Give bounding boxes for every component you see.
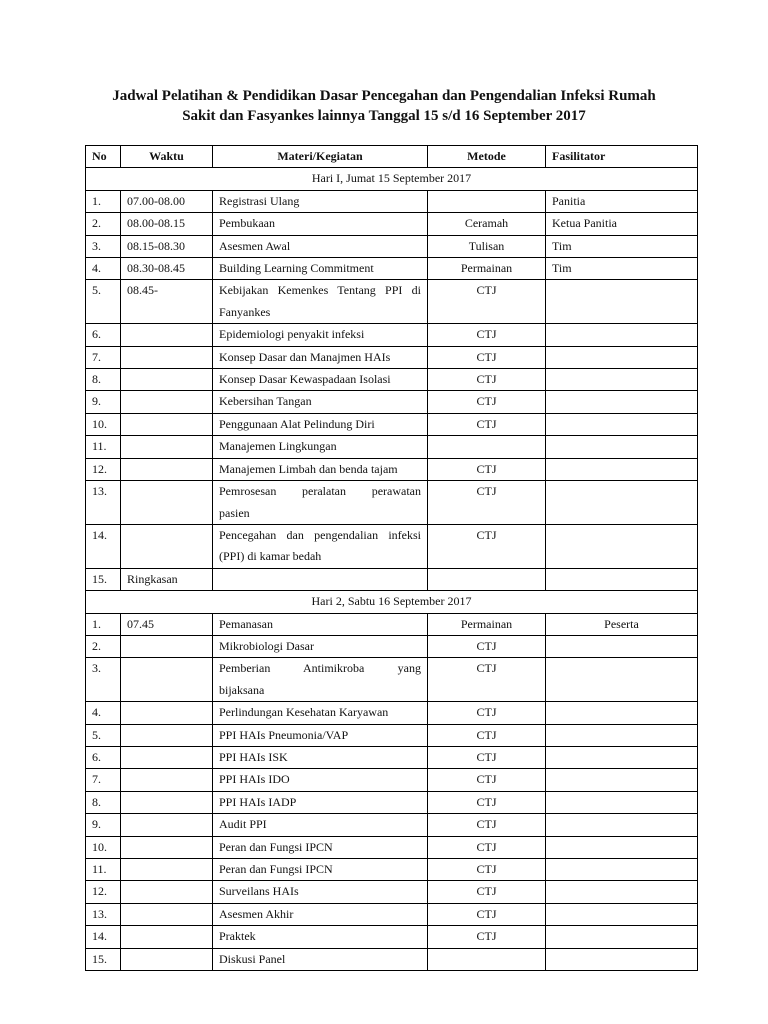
row-no: 2.: [86, 635, 121, 657]
row-metode: [428, 948, 546, 970]
row-materi: Asesmen Akhir: [213, 903, 428, 925]
row-waktu: [121, 836, 213, 858]
table-row: [86, 568, 698, 590]
row-materi: [213, 280, 428, 324]
table-row: [86, 903, 698, 925]
row-materi: PPI HAIs IADP: [213, 791, 428, 813]
row-waktu: [121, 436, 213, 458]
row-no: 9.: [86, 814, 121, 836]
row-fasilitator: [546, 926, 698, 948]
row-waktu: 08.45-: [121, 280, 213, 324]
row-metode: CTJ: [428, 391, 546, 413]
row-no: 8.: [86, 369, 121, 391]
row-materi: Peran dan Fungsi IPCN: [213, 859, 428, 881]
row-materi: PPI HAIs Pneumonia/VAP: [213, 724, 428, 746]
row-fasilitator: Ketua Panitia: [546, 213, 698, 235]
row-waktu: [121, 391, 213, 413]
row-waktu: [121, 791, 213, 813]
row-waktu: 08.15-08.30: [121, 235, 213, 257]
row-no: 2.: [86, 213, 121, 235]
row-materi: Building Learning Commitment: [213, 258, 428, 280]
row-no: 5.: [86, 280, 121, 324]
table-row: [86, 702, 698, 724]
header-fasilitator: Fasilitator: [546, 146, 698, 168]
header-materi: Materi/Kegiatan: [213, 146, 428, 168]
row-metode: CTJ: [428, 791, 546, 813]
materi-line-1: Kebijakan Kemenkes Tentang PPI di: [219, 283, 421, 298]
materi-line-1: Pemrosesan peralatan perawatan: [219, 484, 421, 499]
row-no: 14.: [86, 524, 121, 568]
row-metode: Ceramah: [428, 213, 546, 235]
row-materi: Asesmen Awal: [213, 235, 428, 257]
row-metode: CTJ: [428, 746, 546, 768]
row-fasilitator: [546, 814, 698, 836]
row-no: 11.: [86, 436, 121, 458]
row-fasilitator: [546, 881, 698, 903]
row-no: 1.: [86, 613, 121, 635]
row-metode: CTJ: [428, 346, 546, 368]
row-fasilitator: [546, 702, 698, 724]
row-waktu: [121, 324, 213, 346]
row-fasilitator: [546, 658, 698, 702]
materi-line-2: bijaksana: [219, 682, 265, 697]
row-no: 8.: [86, 791, 121, 813]
materi-line-2: pasien: [219, 505, 250, 520]
row-materi: [213, 658, 428, 702]
materi-line-1: Pemberian Antimikroba yang: [219, 661, 421, 676]
row-materi: PPI HAIs IDO: [213, 769, 428, 791]
table-row: [86, 324, 698, 346]
row-materi: PPI HAIs ISK: [213, 746, 428, 768]
table-row: [86, 658, 698, 702]
row-waktu: [121, 926, 213, 948]
day2-label: Hari 2, Sabtu 16 September 2017: [86, 591, 698, 613]
row-waktu: [121, 948, 213, 970]
row-metode: CTJ: [428, 481, 546, 525]
row-metode: CTJ: [428, 903, 546, 925]
row-materi: Peran dan Fungsi IPCN: [213, 836, 428, 858]
row-no: 10.: [86, 413, 121, 435]
row-metode: [428, 436, 546, 458]
table-row: [86, 746, 698, 768]
table-row: [86, 524, 698, 568]
row-metode: CTJ: [428, 280, 546, 324]
table-row: [86, 926, 698, 948]
header-waktu: Waktu: [121, 146, 213, 168]
table-row: [86, 635, 698, 657]
row-fasilitator: [546, 391, 698, 413]
row-materi: Audit PPI: [213, 814, 428, 836]
header-metode: Metode: [428, 146, 546, 168]
schedule-body: [86, 168, 698, 971]
document-title: [60, 86, 708, 126]
row-materi: [213, 481, 428, 525]
row-materi: Kebersihan Tangan: [213, 391, 428, 413]
row-no: 13.: [86, 903, 121, 925]
row-waktu: [121, 814, 213, 836]
row-materi: [213, 568, 428, 590]
table-row: [86, 280, 698, 324]
row-waktu: [121, 746, 213, 768]
row-no: 15.: [86, 568, 121, 590]
table-row: [86, 436, 698, 458]
row-fasilitator: [546, 635, 698, 657]
table-row: [86, 836, 698, 858]
row-fasilitator: [546, 791, 698, 813]
row-fasilitator: [546, 859, 698, 881]
row-waktu: 07.00-08.00: [121, 190, 213, 212]
row-materi: Praktek: [213, 926, 428, 948]
row-fasilitator: [546, 568, 698, 590]
row-waktu: 08.00-08.15: [121, 213, 213, 235]
row-no: 1.: [86, 190, 121, 212]
row-metode: CTJ: [428, 658, 546, 702]
row-fasilitator: Panitia: [546, 190, 698, 212]
row-materi: Konsep Dasar dan Manajmen HAIs: [213, 346, 428, 368]
row-waktu: [121, 881, 213, 903]
row-waktu: [121, 702, 213, 724]
row-fasilitator: [546, 346, 698, 368]
row-materi: [213, 524, 428, 568]
row-materi: Pembukaan: [213, 213, 428, 235]
row-no: 5.: [86, 724, 121, 746]
row-waktu: [121, 903, 213, 925]
row-no: 10.: [86, 836, 121, 858]
row-fasilitator: [546, 280, 698, 324]
materi-line-2: Fanyankes: [219, 304, 271, 319]
day-row: [86, 591, 698, 613]
day1-label: Hari I, Jumat 15 September 2017: [86, 168, 698, 190]
row-waktu: [121, 346, 213, 368]
table-row: [86, 724, 698, 746]
row-no: 15.: [86, 948, 121, 970]
table-row: [86, 258, 698, 280]
row-no: 12.: [86, 458, 121, 480]
materi-line-1: Pencegahan dan pengendalian infeksi: [219, 527, 421, 542]
row-fasilitator: Peserta: [546, 613, 698, 635]
row-no: 4.: [86, 702, 121, 724]
row-materi: Pemanasan: [213, 613, 428, 635]
row-metode: CTJ: [428, 859, 546, 881]
row-no: 3.: [86, 658, 121, 702]
row-metode: CTJ: [428, 324, 546, 346]
table-row: [86, 481, 698, 525]
table-row: [86, 235, 698, 257]
row-fasilitator: [546, 436, 698, 458]
row-waktu: [121, 524, 213, 568]
table-row: [86, 213, 698, 235]
row-no: 13.: [86, 481, 121, 525]
table-row: [86, 391, 698, 413]
row-fasilitator: Tim: [546, 235, 698, 257]
row-no: 6.: [86, 746, 121, 768]
row-fasilitator: [546, 458, 698, 480]
row-metode: CTJ: [428, 458, 546, 480]
day-row: [86, 168, 698, 190]
table-row: [86, 859, 698, 881]
row-metode: CTJ: [428, 524, 546, 568]
row-waktu: [121, 769, 213, 791]
table-row: [86, 346, 698, 368]
row-metode: Tulisan: [428, 235, 546, 257]
row-metode: [428, 568, 546, 590]
row-no: 7.: [86, 769, 121, 791]
row-fasilitator: [546, 769, 698, 791]
table-row: [86, 369, 698, 391]
row-no: 7.: [86, 346, 121, 368]
row-materi: Perlindungan Kesehatan Karyawan: [213, 702, 428, 724]
row-waktu: 08.30-08.45: [121, 258, 213, 280]
row-waktu: [121, 369, 213, 391]
row-waktu: [121, 859, 213, 881]
row-metode: CTJ: [428, 836, 546, 858]
row-metode: CTJ: [428, 724, 546, 746]
row-metode: Permainan: [428, 258, 546, 280]
row-no: 3.: [86, 235, 121, 257]
header-row: [86, 146, 698, 168]
row-waktu: [121, 458, 213, 480]
row-metode: [428, 190, 546, 212]
row-fasilitator: Tim: [546, 258, 698, 280]
table-row: [86, 613, 698, 635]
table-row: [86, 769, 698, 791]
row-no: 14.: [86, 926, 121, 948]
row-no: 12.: [86, 881, 121, 903]
row-fasilitator: [546, 524, 698, 568]
header-no: No: [86, 146, 121, 168]
row-metode: CTJ: [428, 702, 546, 724]
row-materi: Epidemiologi penyakit infeksi: [213, 324, 428, 346]
row-fasilitator: [546, 481, 698, 525]
row-waktu: Ringkasan: [121, 568, 213, 590]
row-fasilitator: [546, 836, 698, 858]
row-metode: CTJ: [428, 369, 546, 391]
row-materi: Konsep Dasar Kewaspadaan Isolasi: [213, 369, 428, 391]
row-metode: CTJ: [428, 926, 546, 948]
row-no: 9.: [86, 391, 121, 413]
row-fasilitator: [546, 324, 698, 346]
row-waktu: [121, 724, 213, 746]
row-fasilitator: [546, 724, 698, 746]
row-waktu: [121, 635, 213, 657]
table-row: [86, 948, 698, 970]
row-no: 4.: [86, 258, 121, 280]
row-materi: Diskusi Panel: [213, 948, 428, 970]
row-materi: Mikrobiologi Dasar: [213, 635, 428, 657]
row-waktu: [121, 413, 213, 435]
row-metode: Permainan: [428, 613, 546, 635]
table-row: [86, 190, 698, 212]
row-materi: Registrasi Ulang: [213, 190, 428, 212]
title-line-2: Sakit dan Fasyankes lainnya Tanggal 15 s/d 16 September 2017: [182, 108, 586, 124]
row-fasilitator: [546, 369, 698, 391]
materi-line-2: (PPI) di kamar bedah: [219, 549, 322, 564]
row-fasilitator: [546, 903, 698, 925]
row-materi: Manajemen Lingkungan: [213, 436, 428, 458]
row-materi: Surveilans HAIs: [213, 881, 428, 903]
row-no: 6.: [86, 324, 121, 346]
schedule-table: [85, 145, 698, 971]
table-row: [86, 814, 698, 836]
row-metode: CTJ: [428, 881, 546, 903]
row-metode: CTJ: [428, 814, 546, 836]
row-no: 11.: [86, 859, 121, 881]
row-fasilitator: [546, 413, 698, 435]
row-materi: Manajemen Limbah dan benda tajam: [213, 458, 428, 480]
title-line-1: Jadwal Pelatihan & Pendidikan Dasar Pencegahan dan Pengendalian Infeksi Rumah: [112, 88, 656, 104]
table-row: [86, 791, 698, 813]
table-row: [86, 458, 698, 480]
row-waktu: 07.45: [121, 613, 213, 635]
table-row: [86, 881, 698, 903]
row-metode: CTJ: [428, 635, 546, 657]
row-waktu: [121, 481, 213, 525]
row-fasilitator: [546, 948, 698, 970]
row-metode: CTJ: [428, 769, 546, 791]
row-fasilitator: [546, 746, 698, 768]
table-row: [86, 413, 698, 435]
row-waktu: [121, 658, 213, 702]
row-metode: CTJ: [428, 413, 546, 435]
row-materi: Penggunaan Alat Pelindung Diri: [213, 413, 428, 435]
